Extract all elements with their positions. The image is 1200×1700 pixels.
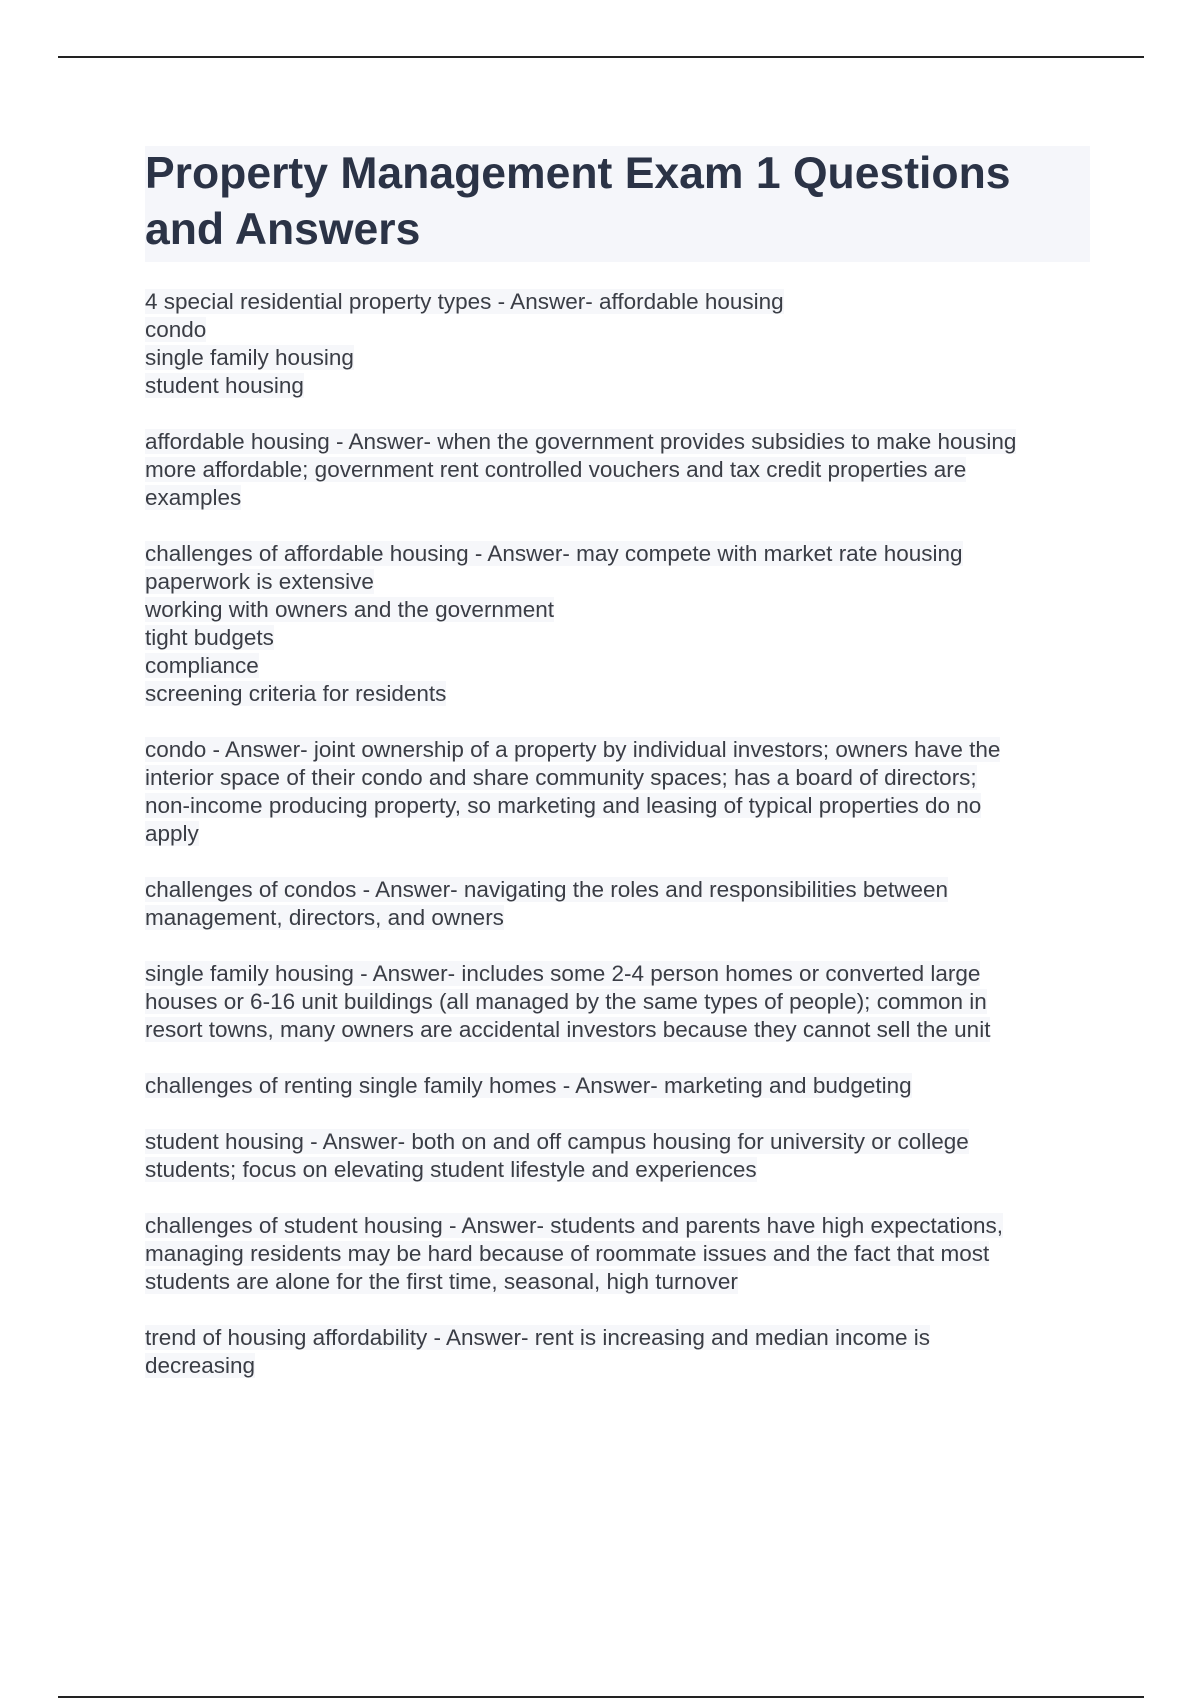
qa-line: interior space of their condo and share community spaces; has a board of directors; <box>145 765 977 790</box>
qa-line: tight budgets <box>145 625 274 650</box>
qa-line: condo - Answer- joint ownership of a property by individual investors; owners have the <box>145 737 1001 762</box>
qa-line: apply <box>145 821 199 846</box>
qa-item <box>145 876 1090 932</box>
qa-line: challenges of condos - Answer- navigating the roles and responsibilities between <box>145 877 948 902</box>
qa-line: affordable housing - Answer- when the government provides subsidies to make housing <box>145 429 1017 454</box>
title-line: Property Management Exam 1 Questions <box>145 149 1011 198</box>
qa-line: single family housing <box>145 345 354 370</box>
qa-list <box>145 288 1090 1380</box>
top-rule <box>58 56 1144 58</box>
qa-line: challenges of affordable housing - Answer- may compete with market rate housing <box>145 541 963 566</box>
qa-line: examples <box>145 485 242 510</box>
qa-item <box>145 960 1090 1044</box>
qa-item <box>145 1324 1090 1380</box>
qa-line: condo <box>145 317 207 342</box>
qa-line: 4 special residential property types - Answer- affordable housing <box>145 289 784 314</box>
qa-line: trend of housing affordability - Answer- rent is increasing and median income is <box>145 1325 930 1350</box>
qa-line: management, directors, and owners <box>145 905 504 930</box>
qa-line: more affordable; government rent controlled vouchers and tax credit properties are <box>145 457 967 482</box>
bottom-rule <box>58 1696 1144 1698</box>
qa-item <box>145 288 1090 400</box>
qa-line: screening criteria for residents <box>145 681 447 706</box>
qa-line: working with owners and the government <box>145 597 554 622</box>
qa-item <box>145 540 1090 708</box>
qa-item <box>145 428 1090 512</box>
title-line: and Answers <box>145 205 421 254</box>
qa-item <box>145 1072 1090 1100</box>
qa-line: student housing <box>145 373 304 398</box>
qa-line: paperwork is extensive <box>145 569 374 594</box>
qa-item <box>145 1212 1090 1296</box>
qa-line: students are alone for the first time, seasonal, high turnover <box>145 1269 738 1294</box>
qa-line: decreasing <box>145 1353 256 1378</box>
qa-item <box>145 736 1090 848</box>
qa-line: non-income producing property, so marketing and leasing of typical properties do no <box>145 793 982 818</box>
qa-line: managing residents may be hard because of roommate issues and the fact that most <box>145 1241 990 1266</box>
qa-line: single family housing - Answer- includes some 2-4 person homes or converted large <box>145 961 981 986</box>
qa-line: student housing - Answer- both on and off campus housing for university or college <box>145 1129 969 1154</box>
qa-line: houses or 6-16 unit buildings (all managed by the same types of people); common in <box>145 989 987 1014</box>
qa-line: resort towns, many owners are accidental investors because they cannot sell the unit <box>145 1017 991 1042</box>
document-title <box>145 146 1090 262</box>
qa-line: challenges of renting single family homes - Answer- marketing and budgeting <box>145 1073 912 1098</box>
qa-line: challenges of student housing - Answer- students and parents have high expectations, <box>145 1213 1004 1238</box>
qa-item <box>145 1128 1090 1184</box>
qa-line: students; focus on elevating student lifestyle and experiences <box>145 1157 757 1182</box>
document-body <box>145 146 1090 1408</box>
qa-line: compliance <box>145 653 259 678</box>
